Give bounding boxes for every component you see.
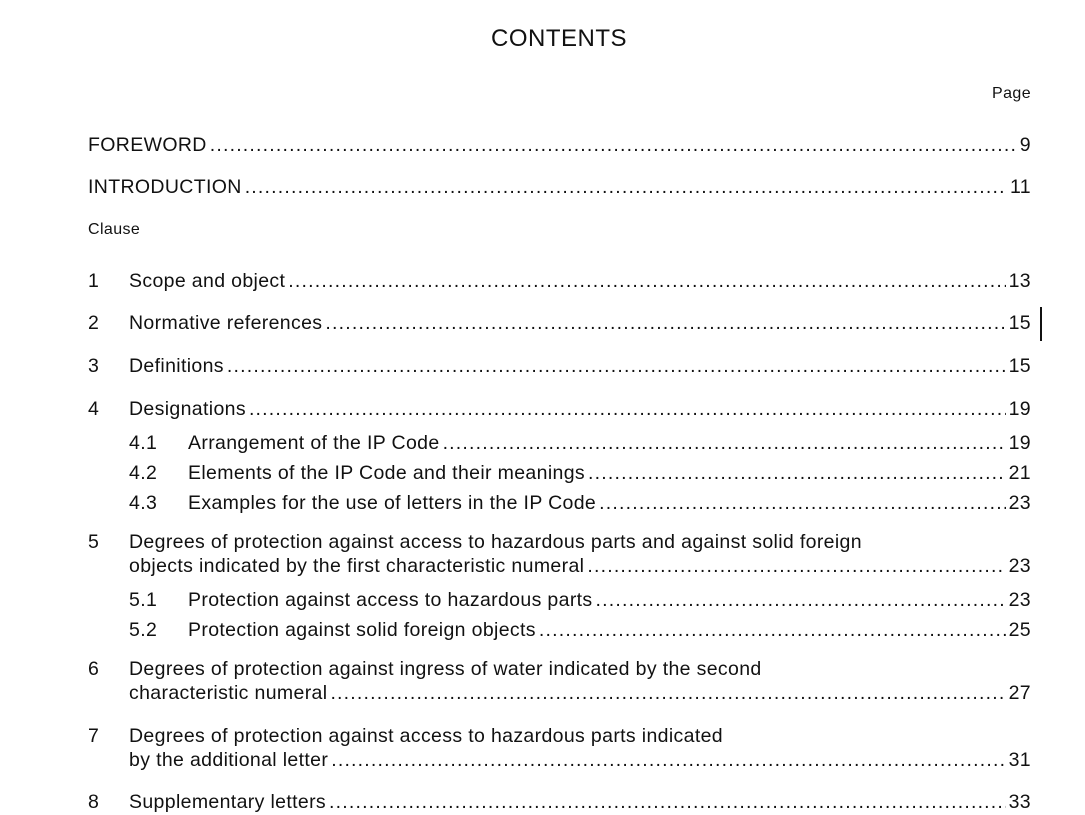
dot-leader bbox=[596, 589, 1006, 612]
toc-entry-text: characteristic numeral bbox=[129, 682, 328, 704]
dot-leader bbox=[443, 432, 1006, 455]
dot-leader bbox=[587, 555, 1005, 578]
toc-entry-page: 23 bbox=[1008, 555, 1031, 577]
toc-entry-number: 1 bbox=[88, 270, 100, 292]
toc-entry-page: 13 bbox=[1008, 270, 1031, 292]
toc-entry[interactable] bbox=[88, 355, 1031, 379]
toc-entry-continuation[interactable] bbox=[129, 682, 1031, 706]
toc-entry-continuation[interactable] bbox=[129, 749, 1031, 773]
toc-entry[interactable] bbox=[88, 312, 1031, 336]
toc-entry-text: Protection against solid foreign objects bbox=[188, 619, 536, 641]
revision-change-bar bbox=[1040, 307, 1042, 341]
dot-leader bbox=[330, 682, 1005, 705]
toc-entry-text: INTRODUCTION bbox=[88, 176, 242, 198]
toc-entry-foreword[interactable] bbox=[88, 134, 1031, 158]
toc-entry-text: Protection against access to hazardous parts bbox=[188, 589, 593, 611]
toc-entry-text: by the additional letter bbox=[129, 749, 329, 771]
toc-entry-page: 23 bbox=[1008, 492, 1031, 514]
toc-entry-page: 15 bbox=[1008, 355, 1031, 377]
dot-leader bbox=[325, 312, 1005, 335]
dot-leader bbox=[599, 492, 1005, 515]
dot-leader bbox=[588, 462, 1006, 485]
toc-entry-number: 5 bbox=[88, 531, 100, 553]
toc-entry-text: objects indicated by the first characteristic numeral bbox=[129, 555, 585, 577]
toc-entry-page: 11 bbox=[1010, 176, 1031, 198]
toc-entry-number: 7 bbox=[88, 725, 100, 747]
toc-entry[interactable] bbox=[88, 791, 1031, 815]
toc-entry[interactable] bbox=[88, 398, 1031, 422]
toc-entry-text: Examples for the use of letters in the IP Code bbox=[188, 492, 597, 514]
toc-entry-first-line[interactable] bbox=[88, 725, 723, 748]
toc-subentry[interactable] bbox=[129, 589, 1031, 613]
toc-entry-text: Supplementary letters bbox=[129, 791, 327, 813]
toc-subentry[interactable] bbox=[129, 492, 1031, 516]
toc-entry-page: 33 bbox=[1008, 791, 1031, 813]
toc-entry-text: Normative references bbox=[129, 312, 323, 334]
toc-entry-text: Scope and object bbox=[129, 270, 286, 292]
dot-leader bbox=[249, 398, 1006, 421]
toc-entry-number: 4.2 bbox=[129, 462, 158, 484]
toc-entry-page: 21 bbox=[1008, 462, 1031, 484]
toc-entry-page: 23 bbox=[1008, 589, 1031, 611]
dot-leader bbox=[539, 619, 1006, 642]
toc-subentry[interactable] bbox=[129, 619, 1031, 643]
toc-entry-number: 5.1 bbox=[129, 589, 158, 611]
toc-entry-text: Elements of the IP Code and their meanings bbox=[188, 462, 585, 484]
dot-leader bbox=[227, 355, 1006, 378]
clause-column-label: Clause bbox=[88, 221, 141, 238]
toc-entry-page: 19 bbox=[1008, 398, 1031, 420]
toc-entry-text-line1: Degrees of protection against access to hazardous parts indicated bbox=[129, 725, 724, 747]
dot-leader bbox=[288, 270, 1005, 293]
toc-entry-text: Designations bbox=[129, 398, 246, 420]
toc-entry-page: 25 bbox=[1008, 619, 1031, 641]
toc-entry-first-line[interactable] bbox=[88, 531, 862, 554]
toc-entry-text: Definitions bbox=[129, 355, 224, 377]
toc-entry-page: 15 bbox=[1008, 312, 1031, 334]
toc-entry-page: 19 bbox=[1008, 432, 1031, 454]
toc-subentry[interactable] bbox=[129, 462, 1031, 486]
dot-leader bbox=[210, 134, 1017, 157]
page-column-label: Page bbox=[992, 85, 1031, 102]
toc-entry-continuation[interactable] bbox=[129, 555, 1031, 579]
toc-entry-number: 6 bbox=[88, 658, 100, 680]
toc-entry-number: 4.3 bbox=[129, 492, 158, 514]
toc-entry-page: 31 bbox=[1008, 749, 1031, 771]
dot-leader bbox=[329, 791, 1006, 814]
page-title: CONTENTS bbox=[491, 25, 627, 52]
toc-entry-page: 9 bbox=[1019, 134, 1031, 156]
toc-entry-number: 3 bbox=[88, 355, 100, 377]
toc-entry-number: 5.2 bbox=[129, 619, 158, 641]
toc-entry-text: FOREWORD bbox=[88, 134, 207, 156]
toc-entry-number: 4.1 bbox=[129, 432, 158, 454]
toc-entry-number: 8 bbox=[88, 791, 100, 813]
toc-entry-introduction[interactable] bbox=[88, 176, 1031, 200]
toc-entry-number: 2 bbox=[88, 312, 100, 334]
toc-entry-first-line[interactable] bbox=[88, 658, 762, 681]
toc-entry-text-line1: Degrees of protection against access to hazardous parts and against solid foreign bbox=[129, 531, 862, 553]
toc-entry-text-line1: Degrees of protection against ingress of water indicated by the second bbox=[129, 658, 762, 680]
dot-leader bbox=[331, 749, 1005, 772]
toc-entry-text: Arrangement of the IP Code bbox=[188, 432, 440, 454]
toc-entry[interactable] bbox=[88, 270, 1031, 294]
toc-subentry[interactable] bbox=[129, 432, 1031, 456]
dot-leader bbox=[245, 176, 1007, 199]
toc-entry-number: 4 bbox=[88, 398, 100, 420]
toc-entry-page: 27 bbox=[1008, 682, 1031, 704]
